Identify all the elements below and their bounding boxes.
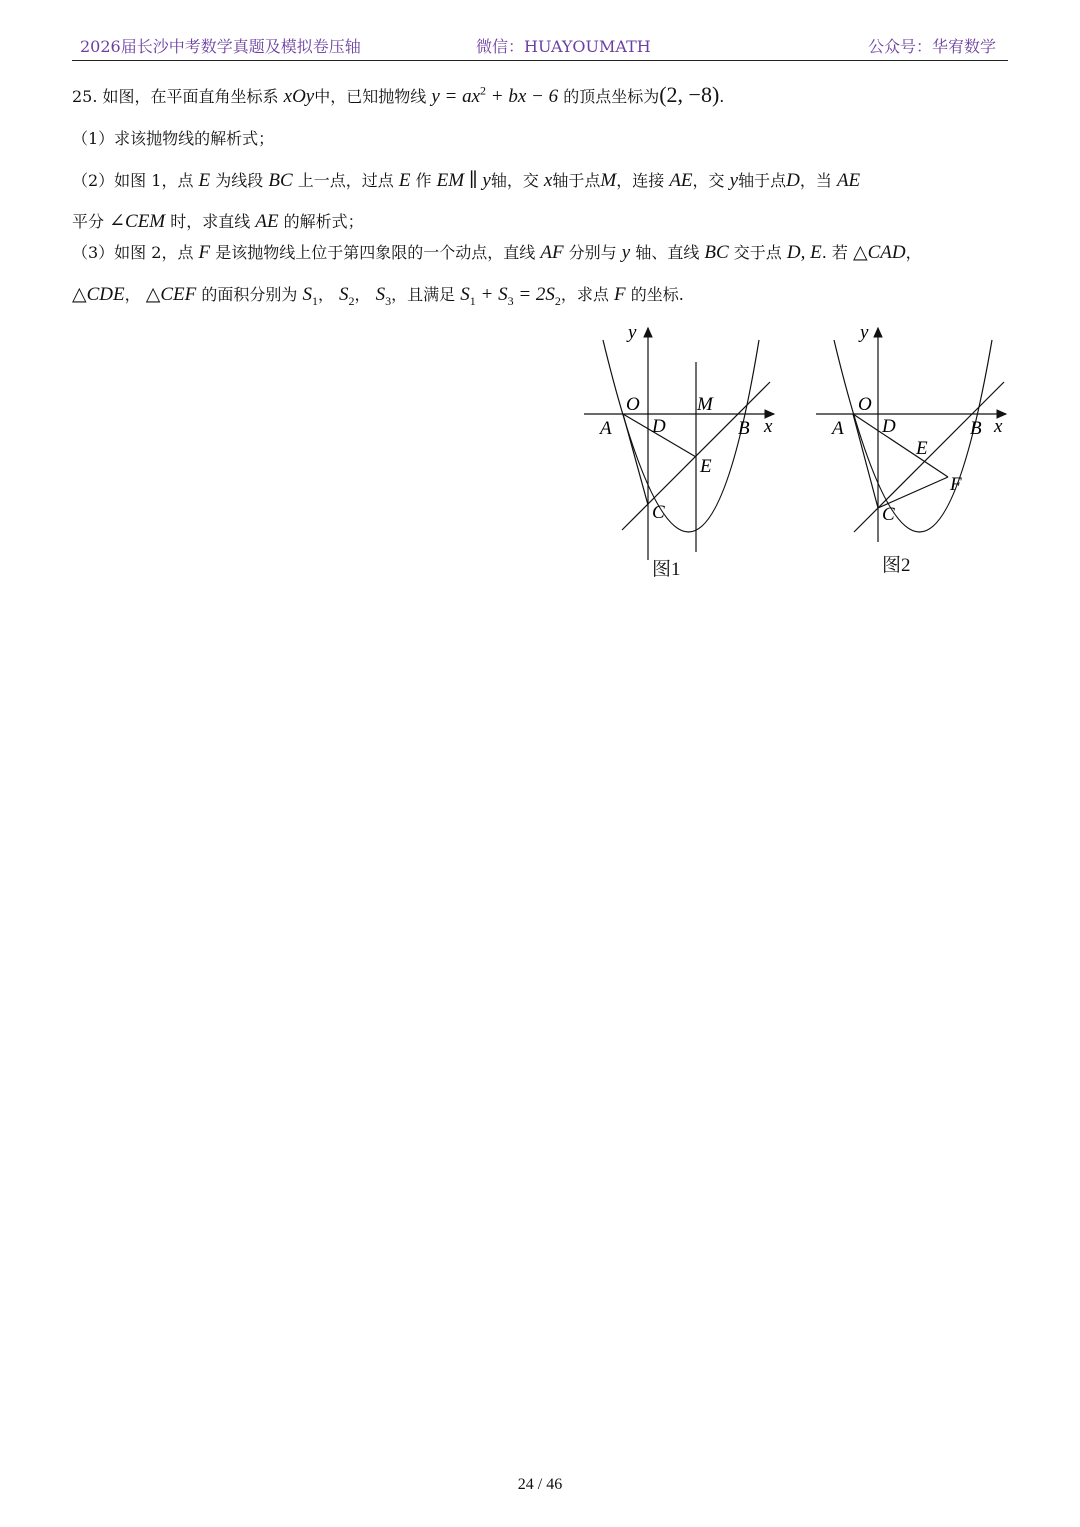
label-y: y bbox=[628, 322, 637, 343]
label-e: E bbox=[916, 438, 928, 459]
figure-2 bbox=[810, 322, 1020, 576]
vertex-coordinates: (2, −8) bbox=[659, 82, 720, 107]
label-c: C bbox=[882, 504, 895, 525]
part-1: （1）求该抛物线的解析式； bbox=[72, 129, 275, 148]
label-c: C bbox=[652, 502, 665, 523]
page-header bbox=[72, 30, 1008, 61]
label-d: D bbox=[882, 416, 896, 437]
label-e: E bbox=[700, 456, 712, 477]
part-3-line-2: △CDE， △CEF 的面积分别为 $S_1$， $S_2$， $S_3$，且满足 $S_1 + S_3 = 2S_2$，求点 F 的坐标. bbox=[72, 284, 684, 308]
parabola-equation: $y = ax^2$ + bx − 6 bbox=[431, 83, 559, 107]
figure-2-diagram bbox=[810, 322, 1020, 562]
line-bc bbox=[854, 382, 1004, 532]
label-x: x bbox=[994, 416, 1003, 437]
label-b: B bbox=[738, 418, 750, 439]
parabola bbox=[603, 340, 759, 532]
area-condition: $S_1 + S_3 = 2S_2$ bbox=[460, 284, 561, 308]
figure-1 bbox=[578, 322, 788, 580]
label-b: B bbox=[970, 418, 982, 439]
label-x: x bbox=[764, 416, 773, 437]
parabola bbox=[834, 340, 992, 532]
header-account: 公众号：华宥数学 bbox=[867, 37, 996, 56]
label-d: D bbox=[652, 416, 666, 437]
label-a: A bbox=[832, 418, 844, 439]
segment-ac bbox=[623, 414, 648, 505]
label-o: O bbox=[858, 394, 872, 415]
problem-intro: 25. 如图，在平面直角坐标系 xOy中，已知抛物线 $y = ax^2$ + bx − 6 的顶点坐标为(2, −8). bbox=[72, 82, 725, 107]
figure-1-caption: 图1 bbox=[652, 559, 681, 580]
label-a: A bbox=[600, 418, 612, 439]
label-o: O bbox=[626, 394, 640, 415]
page-number: 24 / 46 bbox=[517, 1476, 563, 1493]
part-2-line-2: 平分 ∠CEM 时，求直线 AE 的解析式； bbox=[72, 211, 364, 232]
label-y: y bbox=[860, 322, 869, 343]
problem-number: 25. bbox=[72, 87, 98, 106]
figure-1-diagram bbox=[578, 322, 788, 562]
header-wechat: 微信：HUAYOUMATH bbox=[476, 37, 651, 56]
part-3-line-1: （3）如图 2，点 F 是该抛物线上位于第四象限的一个动点，直线 AF 分别与 y 轴、直线 BC 交于点 D, E. 若 △CAD， bbox=[72, 242, 922, 263]
figure-2-caption: 图2 bbox=[882, 555, 911, 576]
header-title: 2026届长沙中考数学真题及模拟卷压轴 bbox=[80, 37, 361, 56]
label-m: M bbox=[697, 394, 713, 415]
part-2-line-1: （2）如图 1，点 E 为线段 BC 上一点，过点 E 作 EM ∥ y轴，交 x轴于点M，连接 AE，交 y轴于点D，当 AE bbox=[72, 170, 861, 191]
label-f: F bbox=[950, 474, 962, 495]
